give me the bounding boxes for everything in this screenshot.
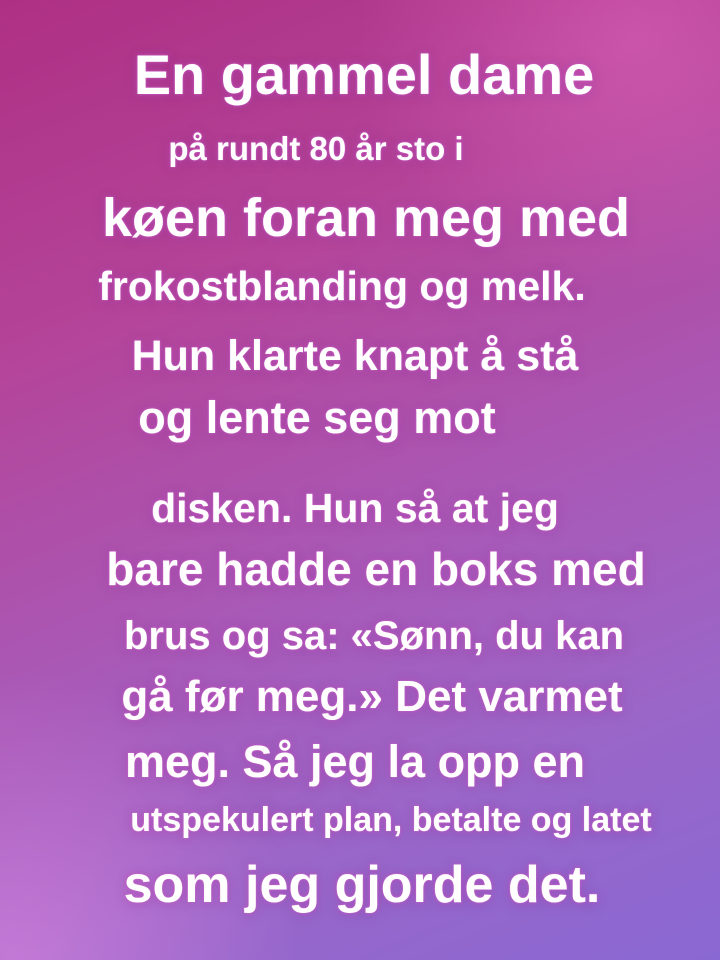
text-line: bare hadde en boks med (106, 543, 646, 595)
text-line: meg. Så jeg la opp en (124, 736, 586, 787)
text-line: på rundt 80 år sto i (168, 130, 464, 167)
text-line: brus og sa: «Sønn, du kan (123, 614, 625, 658)
text-line: disken. Hun så at jeg (151, 485, 559, 531)
text-line: køen foran meg med (101, 188, 631, 248)
text-line: En gammel dame (133, 43, 595, 106)
text-line: og lente seg mot (138, 392, 496, 443)
text-line: som jeg gjorde det. (123, 856, 601, 914)
text-line: Hun klarte knapt å stå (131, 332, 579, 380)
text-line: utspekulert plan, betalte og latet (130, 801, 652, 839)
text-line: gå før meg.» Det varmet (121, 672, 623, 721)
text-line: frokostblanding og melk. (98, 263, 586, 309)
